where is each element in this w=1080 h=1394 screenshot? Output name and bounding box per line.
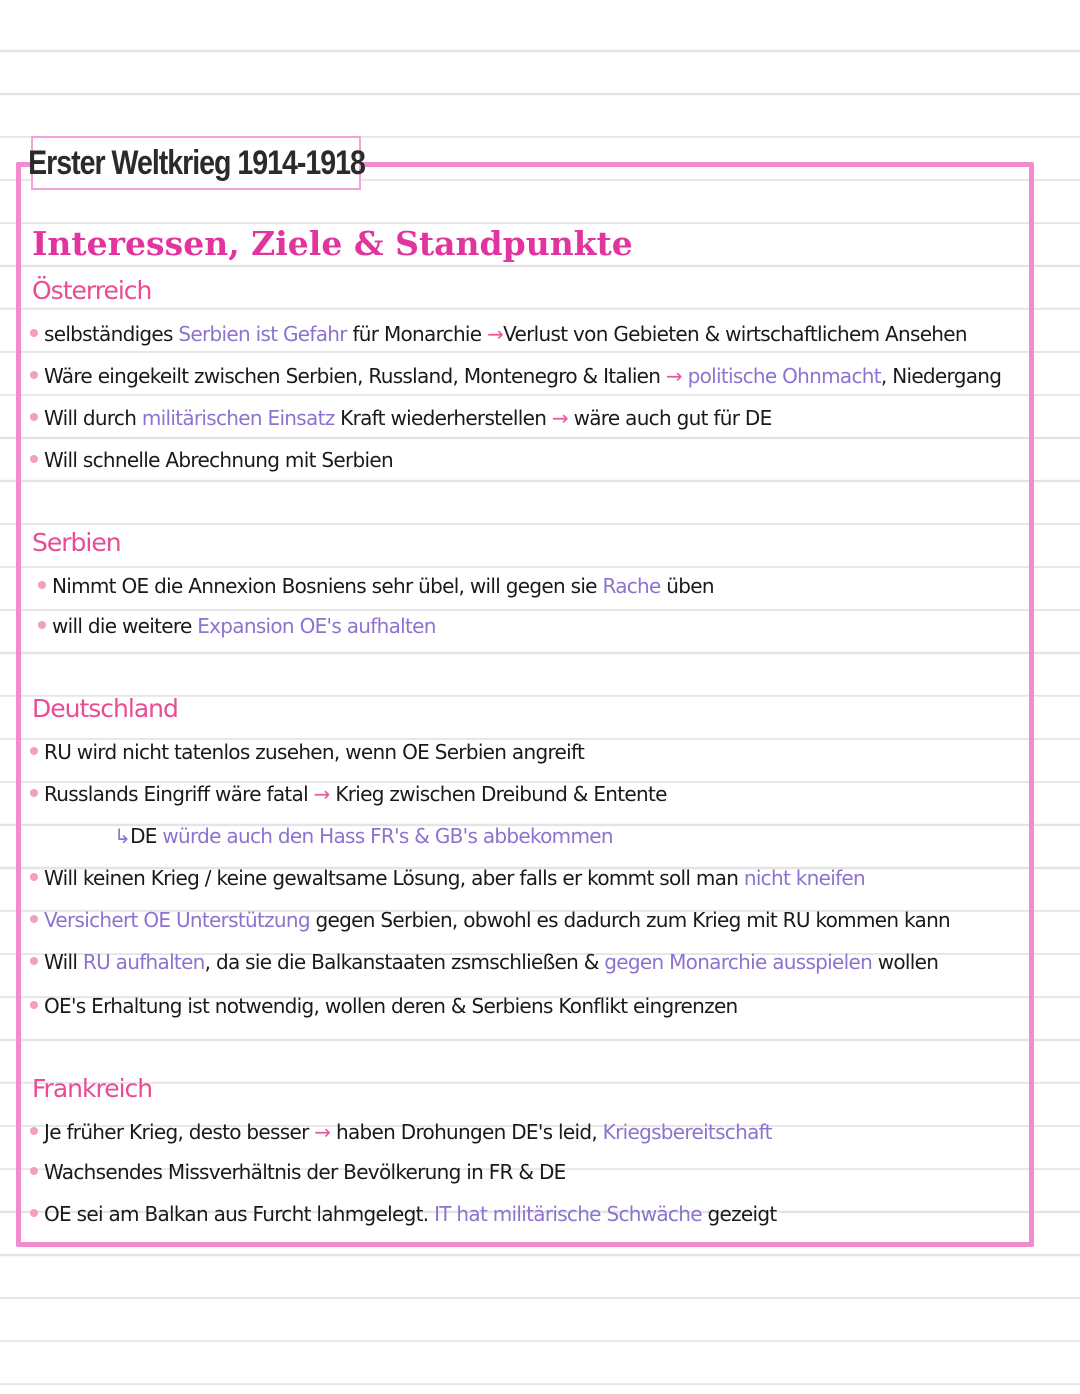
highlighted-text: Serbien ist Gefahr bbox=[178, 322, 347, 346]
bullet-dot-icon bbox=[30, 1001, 38, 1009]
section-heading: Interessen, Ziele & Standpunkte bbox=[32, 224, 633, 263]
bullet-item bbox=[44, 782, 667, 806]
bullet-dot-icon bbox=[30, 371, 38, 379]
highlighted-text: Expansion OE's aufhalten bbox=[197, 614, 436, 638]
bullet-dot-icon bbox=[30, 1167, 38, 1175]
text-segment: DE bbox=[130, 824, 163, 848]
text-segment: OE sei am Balkan aus Furcht lahmgelegt. bbox=[44, 1202, 435, 1226]
text-segment: selbständiges bbox=[44, 322, 179, 346]
text-segment: wäre auch gut für DE bbox=[567, 406, 772, 430]
text-segment: Wachsendes Missverhältnis der Bevölkerung in FR & DE bbox=[44, 1160, 566, 1184]
text-segment: , da sie die Balkanstaaten zsmschließen & bbox=[204, 950, 605, 974]
text-segment: OE's Erhaltung ist notwendig, wollen deren & Serbiens Konflikt eingrenzen bbox=[44, 994, 738, 1018]
bullet-dot-icon bbox=[30, 329, 38, 337]
highlighted-text: → bbox=[665, 364, 682, 388]
highlighted-text: politische Ohnmacht bbox=[681, 364, 881, 388]
bullet-dot-icon bbox=[30, 915, 38, 923]
bullet-item bbox=[44, 1160, 566, 1184]
text-segment: gezeigt bbox=[701, 1202, 777, 1226]
bullet-dot-icon bbox=[30, 455, 38, 463]
text-segment: Will schnelle Abrechnung mit Serbien bbox=[44, 448, 393, 472]
text-segment: gegen Serbien, obwohl es dadurch zum Krieg mit RU kommen kann bbox=[309, 908, 951, 932]
sub-bullet-item bbox=[114, 824, 613, 848]
highlighted-text: Kriegsbereitschaft bbox=[602, 1120, 772, 1144]
text-segment: Je früher Krieg, desto besser bbox=[44, 1120, 315, 1144]
bullet-item bbox=[44, 322, 967, 346]
text-segment: Verlust von Gebieten & wirtschaftlichem Ansehen bbox=[503, 322, 967, 346]
bullet-dot-icon bbox=[30, 789, 38, 797]
bullet-item bbox=[44, 448, 393, 472]
country-heading: Frankreich bbox=[32, 1074, 153, 1103]
bullet-item bbox=[44, 1202, 776, 1226]
bullet-dot-icon bbox=[38, 581, 46, 589]
text-segment: will die weitere bbox=[52, 614, 198, 638]
highlighted-text: nicht kneifen bbox=[743, 866, 865, 890]
highlighted-text: ↳ bbox=[114, 824, 131, 848]
bullet-item bbox=[44, 740, 584, 764]
text-segment: RU wird nicht tatenlos zusehen, wenn OE Serbien angreift bbox=[44, 740, 585, 764]
bullet-dot-icon bbox=[30, 873, 38, 881]
text-segment: haben Drohungen DE's leid, bbox=[330, 1120, 603, 1144]
page-title: Erster Weltkrieg 1914-1918 bbox=[27, 143, 365, 182]
bullet-dot-icon bbox=[30, 957, 38, 965]
text-segment: Krieg zwischen Dreibund & Entente bbox=[329, 782, 667, 806]
bullet-item bbox=[52, 614, 436, 638]
highlighted-text: → bbox=[313, 782, 330, 806]
highlighted-text: → bbox=[551, 406, 568, 430]
highlighted-text: Versichert OE Unterstützung bbox=[44, 908, 310, 932]
bullet-item bbox=[44, 866, 865, 890]
country-heading: Österreich bbox=[32, 276, 152, 305]
bullet-item bbox=[44, 364, 1001, 388]
bullet-item bbox=[52, 574, 714, 598]
text-segment: Russlands Eingriff wäre fatal bbox=[44, 782, 314, 806]
title-box bbox=[27, 136, 365, 190]
highlighted-text: Rache bbox=[602, 574, 661, 598]
text-segment: Will durch bbox=[44, 406, 142, 430]
highlighted-text: → bbox=[487, 322, 504, 346]
bullet-dot-icon bbox=[30, 747, 38, 755]
text-segment: wollen bbox=[872, 950, 939, 974]
bullet-item bbox=[44, 950, 938, 974]
text-segment: Will bbox=[44, 950, 83, 974]
highlighted-text: → bbox=[314, 1120, 331, 1144]
bullet-dot-icon bbox=[30, 1127, 38, 1135]
text-segment: , Niedergang bbox=[880, 364, 1002, 388]
text-segment: Will keinen Krieg / keine gewaltsame Lösung, aber falls er kommt soll man bbox=[44, 866, 744, 890]
bullet-item bbox=[44, 406, 772, 430]
bullet-item bbox=[44, 908, 950, 932]
bullet-dot-icon bbox=[30, 1209, 38, 1217]
highlighted-text: gegen Monarchie ausspielen bbox=[604, 950, 873, 974]
text-segment: Nimmt OE die Annexion Bosniens sehr übel, will gegen sie bbox=[52, 574, 603, 598]
bullet-item bbox=[44, 1120, 772, 1144]
bullet-dot-icon bbox=[30, 413, 38, 421]
highlighted-text: IT hat militärische Schwäche bbox=[434, 1202, 702, 1226]
bullet-dot-icon bbox=[38, 621, 46, 629]
text-segment: Wäre eingekeilt zwischen Serbien, Russland, Montenegro & Italien bbox=[44, 364, 666, 388]
text-segment: für Monarchie bbox=[346, 322, 488, 346]
highlighted-text: militärischen Einsatz bbox=[141, 406, 335, 430]
bullet-item bbox=[44, 994, 738, 1018]
text-segment: Kraft wiederherstellen bbox=[334, 406, 552, 430]
text-segment: üben bbox=[660, 574, 714, 598]
country-heading: Deutschland bbox=[32, 694, 178, 723]
highlighted-text: RU aufhalten bbox=[82, 950, 205, 974]
country-heading: Serbien bbox=[32, 528, 121, 557]
highlighted-text: würde auch den Hass FR's & GB's abbekommen bbox=[162, 824, 613, 848]
